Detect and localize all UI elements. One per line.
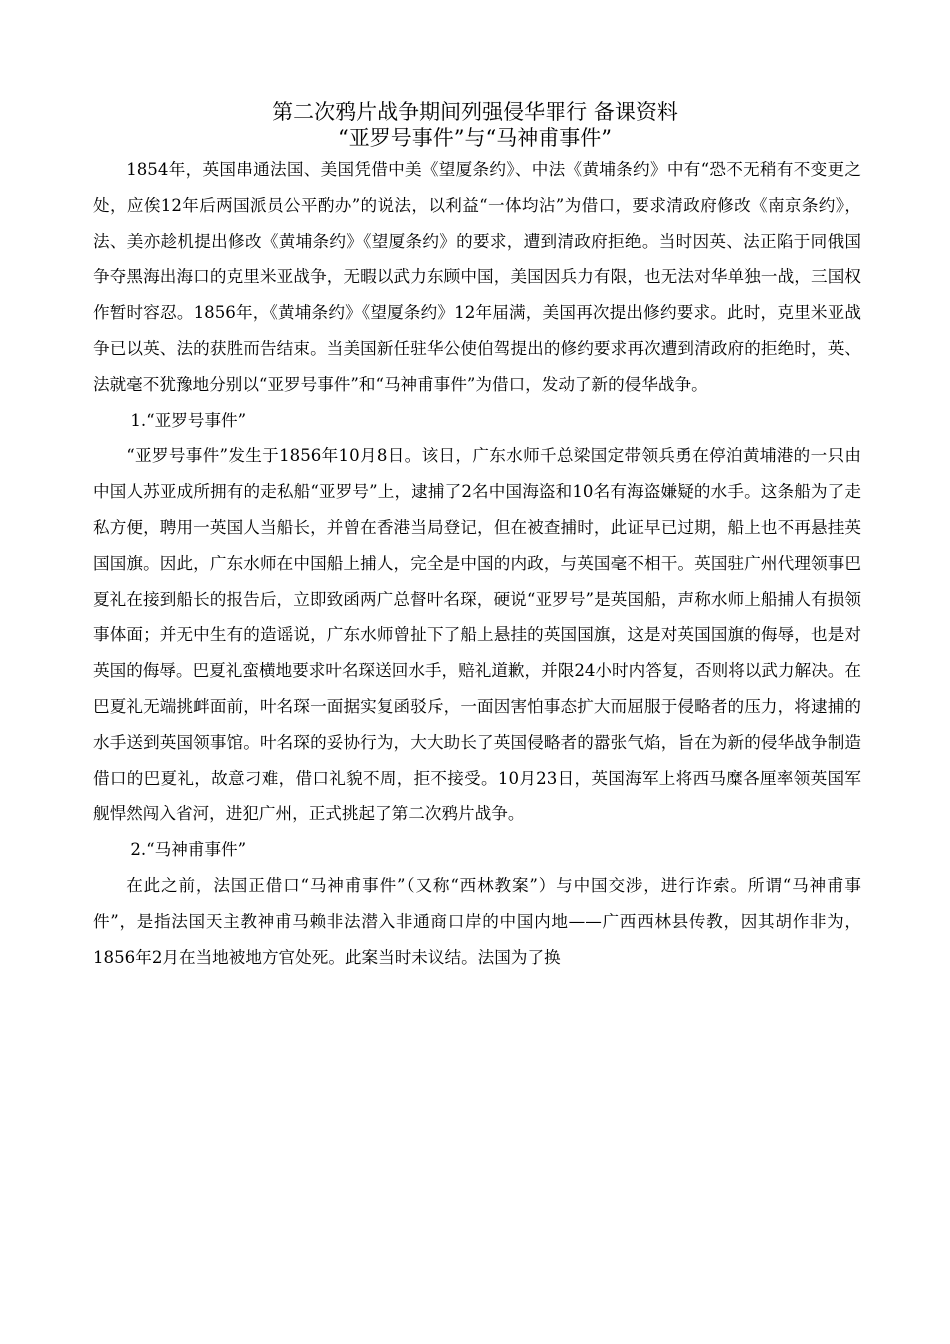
document-subtitle: “亚罗号事件”与“马神甫事件”	[338, 126, 612, 150]
father-chapdelaine-paragraph: 在此之前，法国正借口“马神甫事件”（又称“西林教案”）与中国交涉，进行诈索。所谓“马神甫事件”，是指法国天主教神甫马赖非法潜入非通商口岸的中国内地——广西西林县传教，因其胡作非为，1856年2月在当地被地方官处死。此案当时未议结。法国为了换	[93, 875, 861, 967]
document-title: 第二次鸦片战争期间列强侵华罪行 备课资料	[272, 100, 678, 124]
section-heading-arrow-incident: 1.“亚罗号事件”	[130, 410, 247, 430]
section-heading-father-chapdelaine-incident: 2.“马神甫事件”	[130, 840, 247, 860]
document-body	[93, 152, 861, 975]
intro-paragraph: 1854年，英国串通法国、美国凭借中美《望厦条约》、中法《黄埔条约》中有“恐不无稍有不变更之处，应俟12年后两国派员公平酌办”的说法，以利益“一体均沾”为借口，要求清政府修改《南京条约》，法、美亦趁机提出修改《黄埔条约》《望厦条约》的要求，遭到清政府拒绝。当时因英、法正陷于同俄国争夺黑海出海口的克里米亚战争，无暇以武力东顾中国，美国因兵力有限，也无法对华单独一战，三国权作暂时容忍。1856年，《黄埔条约》《望厦条约》12年届满，美国再次提出修约要求。此时，克里米亚战争已以英、法的获胜而告结束。当美国新任驻华公使伯驾提出的修约要求再次遭到清政府的拒绝时，英、法就毫不犹豫地分别以“亚罗号事件”和“马神甫事件”为借口，发动了新的侵华战争。	[93, 160, 861, 394]
arrow-incident-paragraph: “亚罗号事件”发生于1856年10月8日。该日，广东水师千总梁国定带领兵勇在停泊黄埔港的一只由中国人苏亚成所拥有的走私船“亚罗号”上，逮捕了2名中国海盗和10名有海盗嫌疑的水手。这条船为了走私方便，聘用一英国人当船长，并曾在香港当局登记，但在被查捕时，此证早已过期，船上也不再悬挂英国国旗。因此，广东水师在中国船上捕人，完全是中国的内政，与英国毫不相干。英国驻广州代理领事巴夏礼在接到船长的报告后，立即致函两广总督叶名琛，硬说“亚罗号”是英国船，声称水师上船捕人有损领事体面；并无中生有的造谣说，广东水师曾扯下了船上悬挂的英国国旗，这是对英国国旗的侮辱，也是对英国的侮辱。巴夏礼蛮横地要求叶名琛送回水手，赔礼道歉，并限24小时内答复，否则将以武力解决。在巴夏礼无端挑衅面前，叶名琛一面据实复函驳斥，一面因害怕事态扩大而屈服于侵略者的压力，将逮捕的水手送到英国领事馆。叶名琛的妥协行为，大大助长了英国侵略者的嚣张气焰，旨在为新的侵华战争制造借口的巴夏礼，故意刁难，借口礼貌不周，拒不接受。10月23日，英国海军上将西马糜各厘率领英国军舰悍然闯入省河，进犯广州，正式挑起了第二次鸦片战争。	[93, 446, 861, 824]
